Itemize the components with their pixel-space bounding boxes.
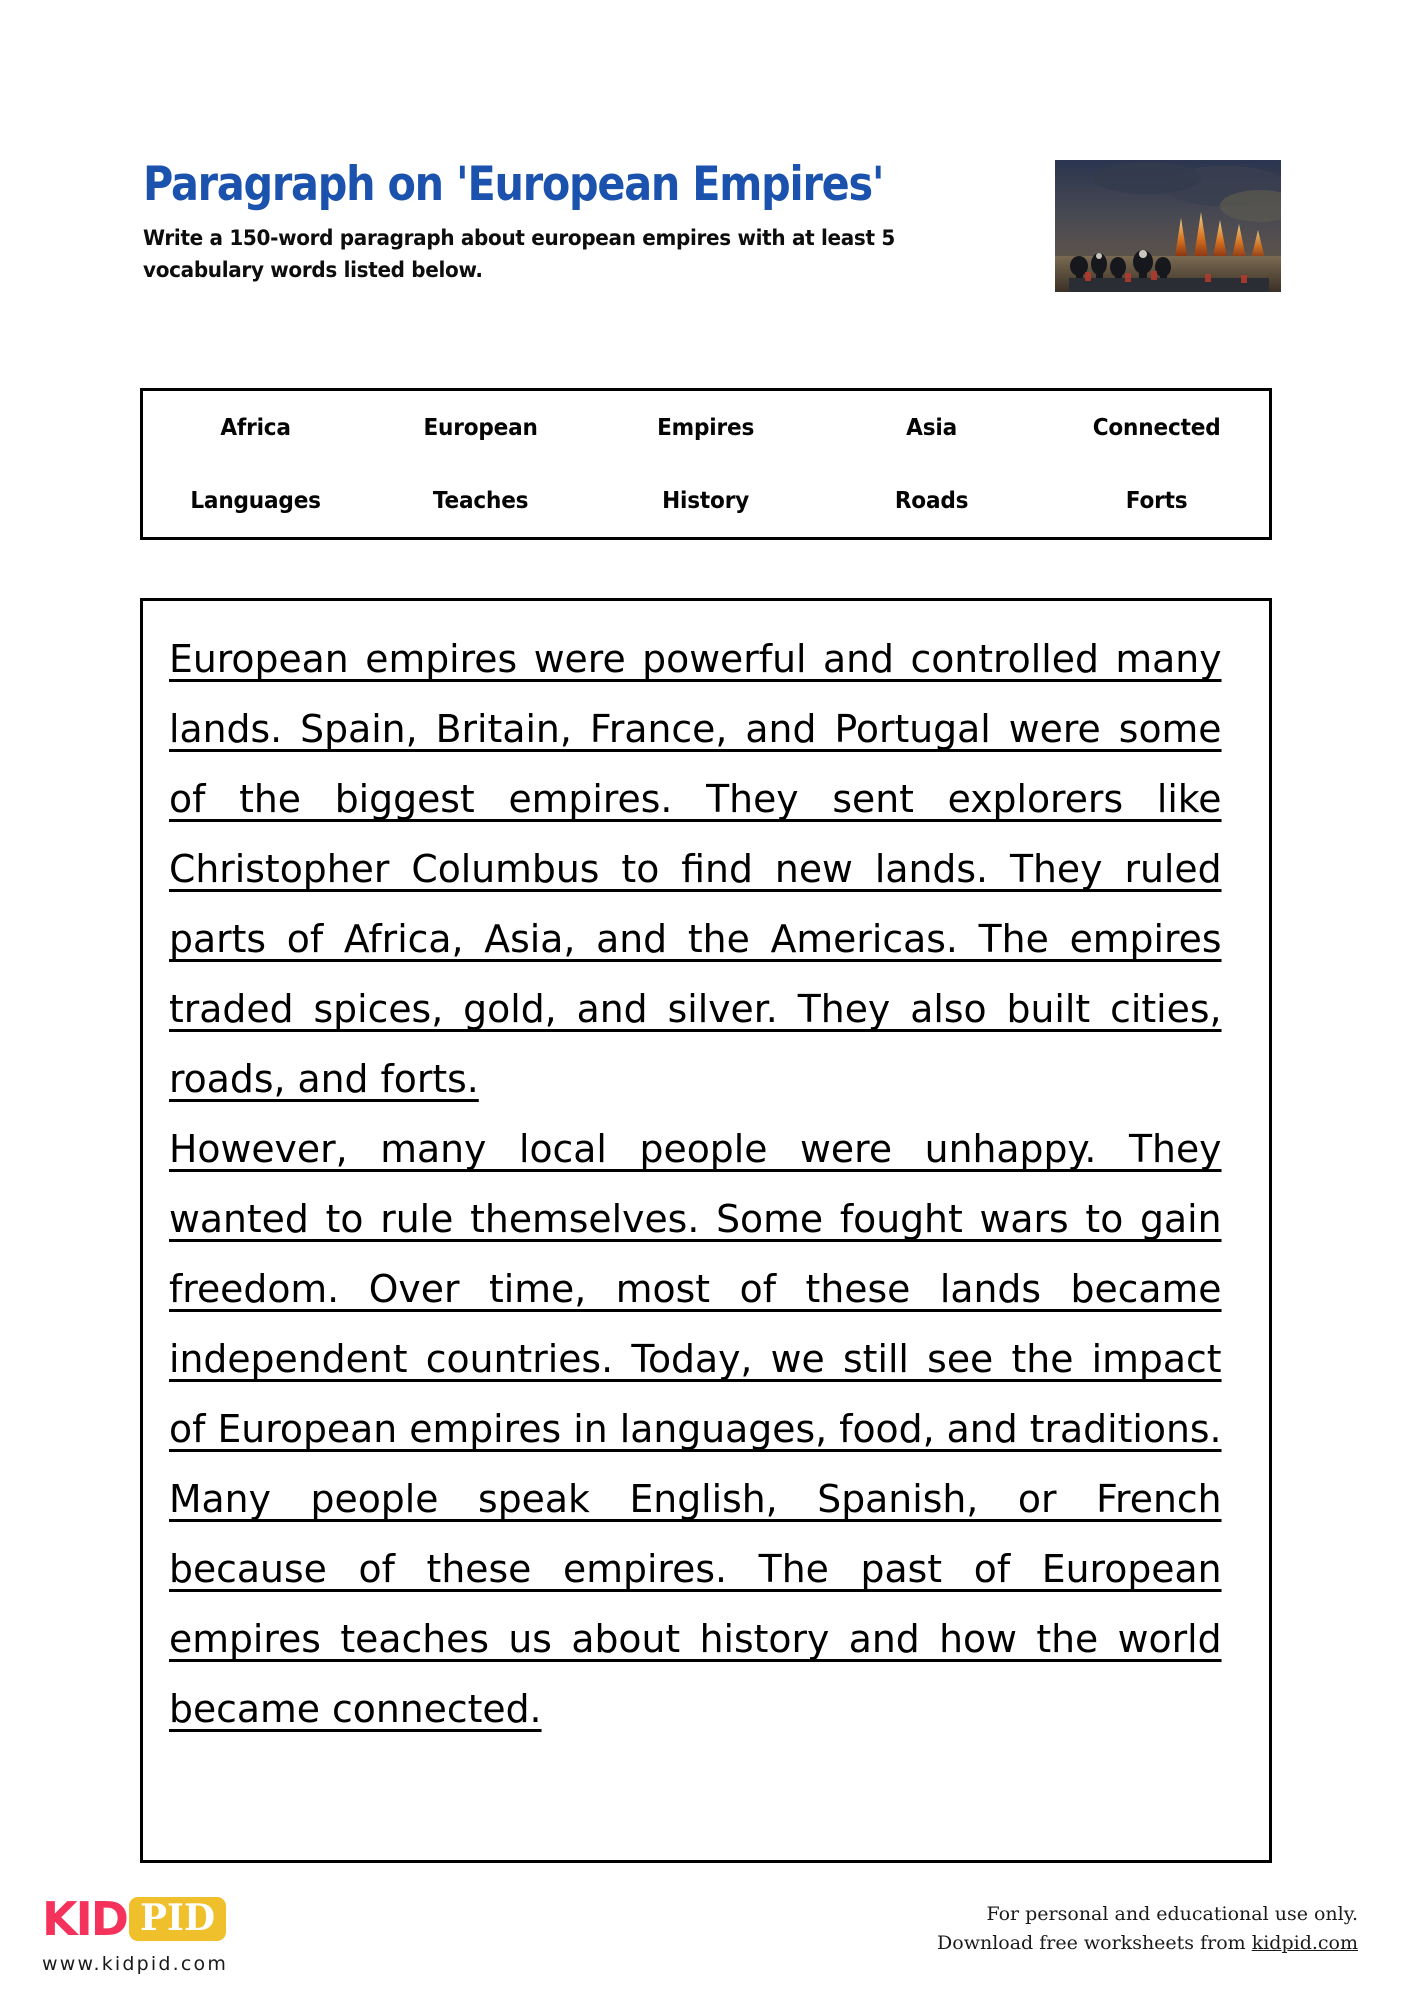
footer-usage-note — [937, 1900, 1358, 1959]
vocabulary-word: Africa — [220, 414, 291, 441]
logo-mark — [42, 1892, 228, 1946]
page-footer — [0, 1880, 1414, 2000]
vocabulary-word: Forts — [1125, 487, 1188, 514]
kidpid-link[interactable]: kidpid.com — [1251, 1932, 1358, 1955]
answer-area[interactable] — [140, 598, 1272, 1863]
vocabulary-word: History — [662, 487, 750, 514]
vocabulary-word: Languages — [190, 487, 321, 514]
answer-paragraph-2: However, many local people were unhappy. They wanted to rule themselves. Some fought wars to gain freedom. Over time, most of these lands became independent countries. Today, we still see the impact of European empires in languages, food, and traditions. Many people speak English, Spanish, or French because of these empires. The past of European empires teaches us about history and how the world became connected. — [169, 1127, 1222, 1732]
vocabulary-word: Connected — [1092, 414, 1221, 441]
vocabulary-word: Teaches — [433, 487, 529, 514]
vocabulary-row — [143, 464, 1269, 537]
vocabulary-word-box — [140, 388, 1272, 540]
battle-scene-painting-icon — [1055, 160, 1281, 292]
logo-website-url: www.kidpid.com — [42, 1953, 229, 1975]
worksheet-instructions: Write a 150-word paragraph about european empires with at least 5 vocabulary words listed below. — [143, 226, 895, 283]
header-text-block — [143, 157, 1023, 286]
footer-note-line-2 — [937, 1929, 1358, 1958]
footer-note-line-1: For personal and educational use only. — [986, 1903, 1358, 1925]
vocabulary-row — [143, 391, 1269, 464]
worksheet-header — [0, 0, 1414, 390]
kidpid-logo[interactable] — [42, 1892, 228, 1975]
logo-pid-badge — [129, 1897, 226, 1941]
answer-text — [169, 625, 1222, 1745]
vocabulary-word: Empires — [657, 414, 755, 441]
logo-kid-text: KID — [42, 1892, 127, 1946]
page-title: Paragraph on 'European Empires' — [143, 157, 884, 212]
vocabulary-word: Roads — [894, 487, 968, 514]
vocabulary-word: European — [423, 414, 538, 441]
header-illustration — [1055, 160, 1281, 292]
vocabulary-word: Asia — [905, 414, 957, 441]
footer-note-prefix: Download free worksheets from — [937, 1932, 1252, 1955]
logo-pid-text: PID — [139, 1897, 216, 1939]
answer-paragraph-1: European empires were powerful and controlled many lands. Spain, Britain, France, and Portugal were some of the biggest empires. They sent explorers like Christopher Columbus to find new lands. They ruled parts of Africa, Asia, and the Americas. The empires traded spices, gold, and silver. They also built cities, roads, and forts. — [169, 637, 1222, 1102]
